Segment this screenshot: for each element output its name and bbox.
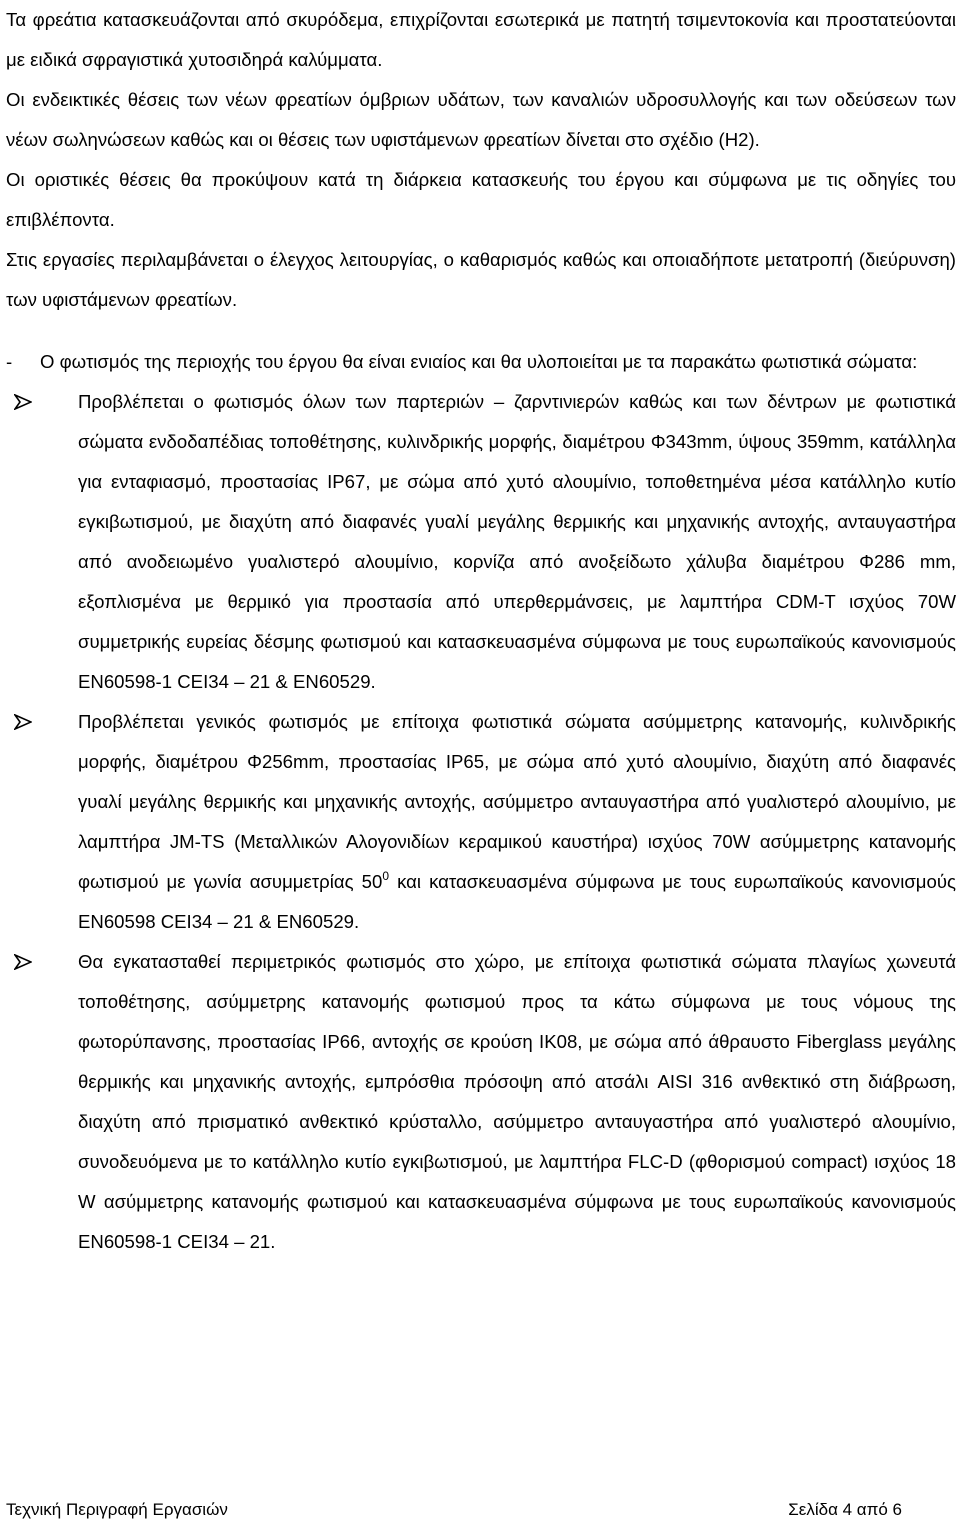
bullet-item-inground-luminaires: [6, 382, 956, 702]
paragraph-manholes-construction: Τα φρεάτια κατασκευάζονται από σκυρόδεμα, επιχρίζονται εσωτερικά με πατητή τσιμεντοκονία και προστατεύονται με ειδικά σφραγιστικά χυτοσιδηρά καλύμματα.: [6, 9, 956, 70]
lighting-intro: [6, 342, 956, 382]
bullet-text: Προβλέπεται ο φωτισμός όλων των παρτεριών – ζαρντινιερών καθώς και των δέντρων με φωτιστικά σώματα ενδοδαπέδιας τοποθέτησης, κυλινδρικής μορφής, διαμέτρου Φ343mm, ύψους 359mm, κατάλληλα για ενταφιασμό, προστασίας IP67, με σώμα από χυτό αλουμίνιο, τοποθετημένα μέσα κατάλληλο κυτίο εγκιβωτισμού, με διαχύτη από διαφανές γυαλί μεγάλης θερμικής και μηχανικής αντοχής, ανταυγαστήρα από ανοδειωμένο γυαλιστερό αλουμίνιο, κορνίζα από ανοξείδωτο χάλυβα διαμέτρου Φ286 mm, εξοπλισμένα με θερμικό για προστασία από υπερθερμάνσεις, με λαμπτήρα CDM-T ισχύος 70W συμμετρικής ευρείας δέσμης φωτισμού και κατασκευασμένα σύμφωνα με τους ευρωπαϊκούς κανονισμούς ΕΝ60598-1 CEI34 – 21 & EN60529.: [78, 391, 956, 692]
arrowhead-bullet-icon: [14, 382, 36, 422]
arrowhead-bullet-icon: [14, 942, 36, 982]
footer-page-number: Σελίδα 4 από 6: [788, 1500, 902, 1519]
paragraph-final-positions: Οι οριστικές θέσεις θα προκύψουν κατά τη διάρκεια κατασκευής του έργου και σύμφωνα με τις οδηγίες του επιβλέποντα.: [6, 169, 956, 230]
section-spacer: [6, 320, 956, 342]
superscript-degree: 0: [382, 869, 390, 883]
paragraph-manholes-positions: Οι ενδεικτικές θέσεις των νέων φρεατίων όμβριων υδάτων, των καναλιών υδροσυλλογής και των οδεύσεων των νέων σωληνώσεων καθώς και οι θέσεις των υφιστάμενων φρεατίων δίνεται στο σχέδιο (Η2).: [6, 89, 956, 150]
page-footer: [6, 1496, 948, 1524]
arrowhead-bullet-icon: [14, 702, 36, 742]
document-body: [6, 0, 956, 1262]
paragraph-works-included: Στις εργασίες περιλαμβάνεται ο έλεγχος λειτουργίας, ο καθαρισμός καθώς και οποιαδήποτε μετατροπή (διεύρυνση) των υφιστάμενων φρεατίων.: [6, 249, 956, 310]
bullet-item-wall-luminaires: [6, 702, 956, 942]
footer-document-title: Τεχνική Περιγραφή Εργασιών: [6, 1500, 228, 1519]
bullet-text: Προβλέπεται γενικός φωτισμός με επίτοιχα φωτιστικά σώματα ασύμμετρης κατανομής, κυλινδρικής μορφής, διαμέτρου Φ256mm, προστασίας IP65, με σώμα από χυτό αλουμίνιο, διαχύτη από διαφανές γυαλί μεγάλης θερμικής και μηχανικής αντοχής, ασύμμετρο ανταυγαστήρα από γυαλιστερό αλουμίνιο, με λαμπτήρα JM-TS (Μεταλλικών Αλογονιδίων κεραμικού καυστήρα) ισχύος 70W ασύμμετρης κατανομής φωτισμού με γωνία ασυμμετρίας 50: [78, 711, 956, 892]
dash-marker: -: [6, 351, 13, 372]
bullet-text: Θα εγκατασταθεί περιμετρικός φωτισμός στο χώρο, με επίτοιχα φωτιστικά σώματα πλαγίως χωνευτά τοποθέτησης, ασύμμετρης κατανομής φωτισμού προς τα κάτω σύμφωνα με τους νόμους της φωτορύπανσης, προστασίας IP66, αντοχής σε κρούση ΙΚ08, με σώμα από άθραυστο Fiberglass μεγάλης θερμικής και μηχανικής αντοχής, εμπρόσθια πρόσοψη από ατσάλι AISI 316 ανθεκτικό στη διάβρωση, διαχύτη από πρισματικό ανθεκτικό κρύσταλλο, ασύμμετρο ανταυγαστήρα από γυαλιστερό αλουμίνιο, συνοδευόμενα με το κατάλληλο κυτίο εγκιβωτισμού, με λαμπτήρα FLC-D (φθορισμού compact) ισχύος 18 W ασύμμετρης κατανομής φωτισμού και κατασκευασμένα σύμφωνα με τους ευρωπαϊκούς κανονισμούς ΕΝ60598-1 CEI34 – 21.: [78, 951, 956, 1252]
lighting-intro-text: Ο φωτισμός της περιοχής του έργου θα είναι ενιαίος και θα υλοποιείται με τα παρακάτω φωτιστικά σώματα:: [40, 351, 918, 372]
bullet-text-continued: και κατασκευασμένα σύμφωνα με τους ευρωπαϊκούς κανονισμούς ΕΝ60598 CEI34 – 21 & EN60529.: [78, 871, 956, 932]
bullet-item-perimeter-luminaires: [6, 942, 956, 1262]
